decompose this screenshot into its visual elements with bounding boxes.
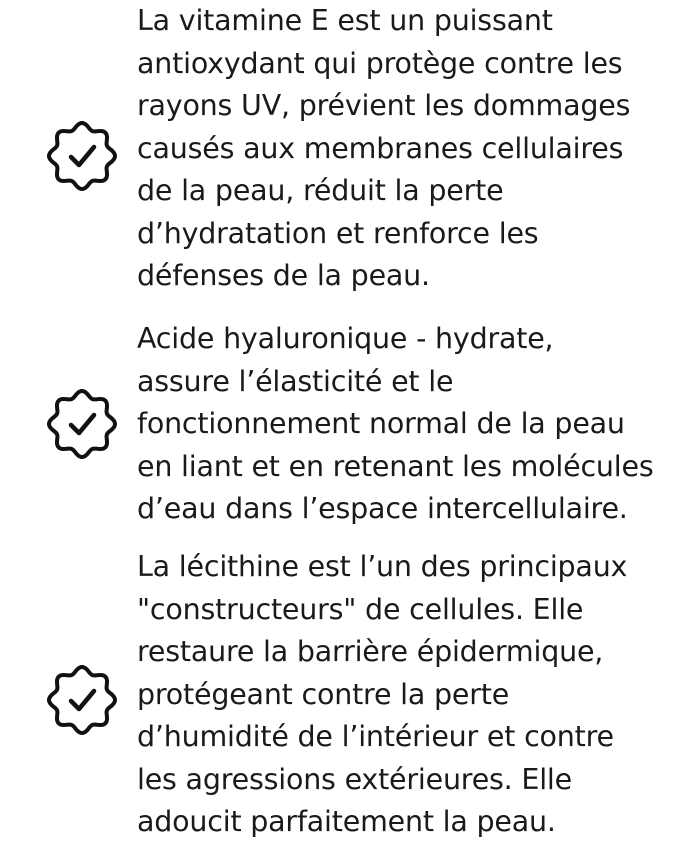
check-mark bbox=[71, 691, 94, 709]
badge-outline bbox=[49, 123, 115, 189]
check-badge-icon bbox=[44, 386, 120, 462]
benefit-text: La lécithine est l’un des principaux "constructeurs" de cellules. Elle restaure la barrière épidermique, protégeant contre la perte d’humidité de l’intérieur et contre les agressions extérieures. Elle adoucit parfaitement la peau. bbox=[137, 550, 628, 838]
badge-outline bbox=[49, 391, 115, 457]
benefit-text: Acide hyaluronique - hydrate, assure l’élasticité et le fonctionnement normal de la peau en liant et en retenant les molécules d’eau dans l’espace intercellulaire. bbox=[137, 322, 654, 525]
benefit-item-hyaluronic-acid bbox=[0, 318, 700, 538]
check-mark bbox=[71, 147, 94, 165]
benefit-item-lecithin bbox=[0, 546, 700, 856]
benefit-text: La vitamine E est un puissant antioxydant qui protège contre les rayons UV, prévient les dommages causés aux membranes cellulaires de la peau, réduit la perte d’hydratation et renforce les défenses de la peau. bbox=[137, 4, 631, 292]
check-mark bbox=[71, 415, 94, 433]
check-badge-icon bbox=[44, 118, 120, 194]
check-badge-icon bbox=[44, 662, 120, 738]
benefit-item-vitamin-e bbox=[0, 0, 700, 310]
badge-outline bbox=[49, 667, 115, 733]
